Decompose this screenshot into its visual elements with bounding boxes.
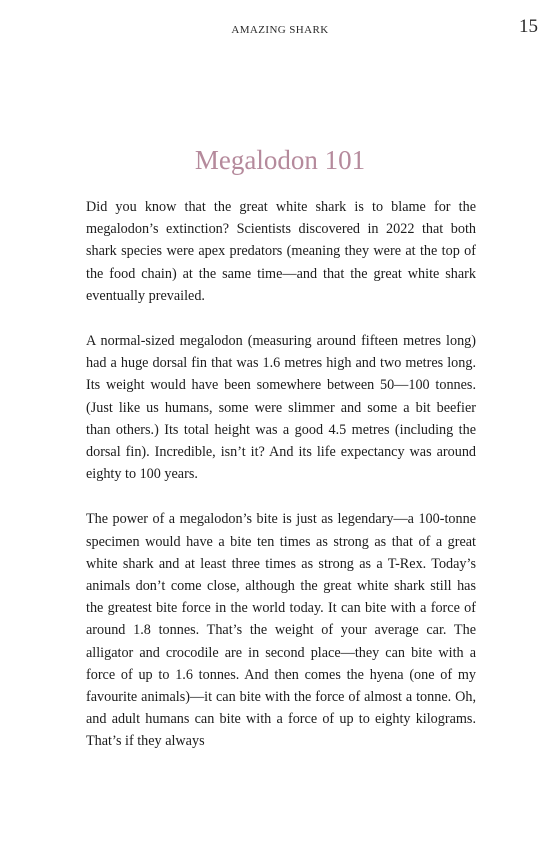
running-head: AMAZING SHARK — [231, 24, 329, 36]
page-number: 15 — [519, 16, 538, 37]
body-text — [86, 196, 476, 776]
paragraph-extinction: Did you know that the great white shark is to blame for the megalodon’s extinction? Scientists discovered in 2022 that both shark species were apex predators (meaning they were at the top of the food chain) at the same time—and that the great white shark eventually prevailed. — [86, 199, 476, 304]
paragraph-size: A normal-sized megalodon (measuring around fifteen metres long) had a huge dorsal fin that was 1.6 metres high and two metres long. Its weight would have been somewhere between 50—100 tonnes. (Just like us humans, some were slimmer and some a bit beefier than others.) Its total height was a good 4.5 metres (including the dorsal fin). Incredible, isn’t it? And its life expectancy was around eighty to 100 years. — [86, 333, 476, 483]
paragraph-bite-force: The power of a megalodon’s bite is just as legendary—a 100-tonne specimen would have a bite ten times as strong as that of a great white shark and at least three times as strong as a T-Rex. Today’s animals don’t come close, although the great white shark still has the greatest bite force in the world today. It can bite with a force of around 1.8 tonnes. That’s the weight of your average car. The alligator and crocodile are in second place—they can bite with a force of up to 1.6 tonnes. And then comes the hyena (one of my favourite animals)—it can bite with the force of almost a tonne. Oh, and adult humans can bite with a force of up to eighty kilograms. That’s if they always — [86, 511, 476, 750]
section-title: Megalodon 101 — [194, 145, 366, 175]
